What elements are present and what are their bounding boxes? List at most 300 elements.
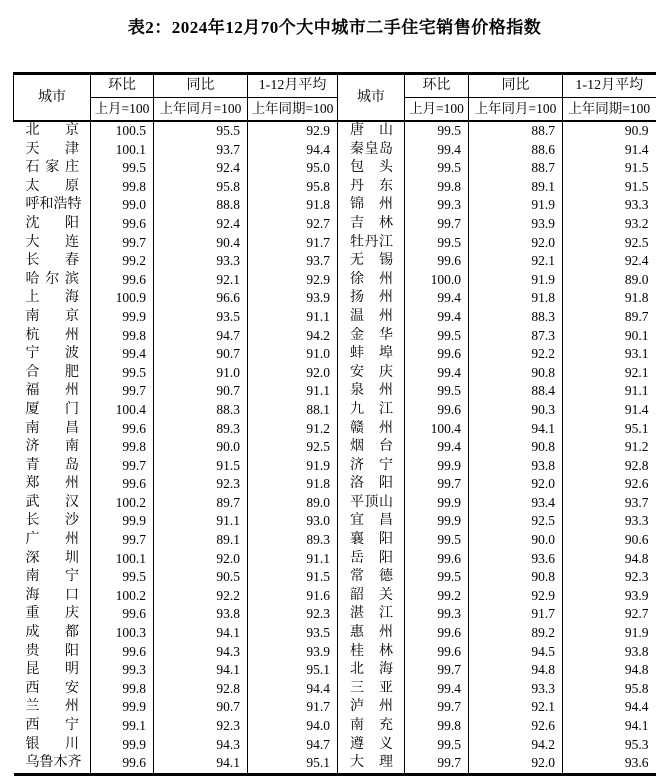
value-cell: 90.7 (154, 698, 248, 717)
value-cell: 99.5 (405, 234, 469, 253)
value-cell: 92.6 (563, 475, 656, 494)
value-cell: 92.2 (154, 587, 248, 606)
value-cell: 95.8 (248, 178, 338, 197)
value-cell: 99.9 (91, 736, 154, 755)
table-row (14, 736, 656, 755)
city-cell: 吉林 (338, 215, 405, 234)
value-cell: 95.8 (563, 680, 656, 699)
value-cell: 91.9 (248, 457, 338, 476)
table-row (14, 271, 656, 290)
city-cell: 哈尔滨 (25, 271, 79, 287)
value-cell: 99.6 (405, 345, 469, 364)
value-cell: 91.4 (563, 401, 656, 420)
table-row (14, 401, 656, 420)
value-cell: 90.6 (563, 531, 656, 550)
value-cell: 93.1 (563, 345, 656, 364)
table-row (14, 643, 656, 662)
value-cell: 99.7 (405, 475, 469, 494)
value-cell: 94.0 (248, 717, 338, 736)
value-cell: 89.0 (248, 494, 338, 513)
value-cell: 93.2 (563, 215, 656, 234)
value-cell: 99.3 (405, 605, 469, 624)
value-cell: 99.8 (91, 327, 154, 346)
city-cell: 南宁 (25, 569, 79, 585)
value-cell: 89.0 (563, 271, 656, 290)
value-cell: 100.2 (91, 587, 154, 606)
city-cell: 包头 (338, 159, 405, 178)
value-cell: 91.9 (563, 624, 656, 643)
value-cell: 99.9 (91, 698, 154, 717)
table-row (14, 159, 656, 178)
value-cell: 100.0 (405, 271, 469, 290)
city-cell: 石家庄 (25, 160, 79, 176)
table-row (14, 438, 656, 457)
city-cell: 赣州 (338, 420, 405, 439)
value-cell: 91.8 (248, 196, 338, 215)
table-row (14, 754, 656, 774)
value-cell: 99.5 (91, 364, 154, 383)
city-cell: 襄阳 (338, 531, 405, 550)
value-cell: 99.6 (405, 252, 469, 271)
value-cell: 90.8 (469, 568, 563, 587)
value-cell: 91.5 (154, 457, 248, 476)
value-cell: 99.7 (405, 215, 469, 234)
table-row (14, 531, 656, 550)
value-cell: 93.9 (248, 643, 338, 662)
city-cell: 武汉 (25, 494, 79, 510)
city-cell: 扬州 (338, 289, 405, 308)
city-cell: 昆明 (25, 662, 79, 678)
table-row (14, 364, 656, 383)
value-cell: 92.3 (154, 717, 248, 736)
city-cell: 金华 (338, 327, 405, 346)
city-cell: 北京 (25, 123, 79, 138)
table-row (14, 308, 656, 327)
value-cell: 90.3 (469, 401, 563, 420)
value-cell: 92.1 (469, 698, 563, 717)
value-cell: 99.6 (91, 605, 154, 624)
city-cell: 深圳 (25, 550, 79, 566)
city-cell: 成都 (25, 625, 79, 641)
value-cell: 94.7 (154, 327, 248, 346)
value-cell: 99.3 (405, 196, 469, 215)
value-cell: 91.1 (154, 512, 248, 531)
value-cell: 95.3 (563, 736, 656, 755)
value-cell: 91.1 (563, 382, 656, 401)
value-cell: 91.4 (563, 141, 656, 160)
value-cell: 88.8 (154, 196, 248, 215)
value-cell: 99.8 (91, 178, 154, 197)
value-cell: 99.7 (91, 234, 154, 253)
value-cell: 94.3 (154, 736, 248, 755)
value-cell: 93.8 (563, 643, 656, 662)
header-yoy-base-left: 上年同月=100 (154, 98, 248, 122)
city-cell: 长春 (25, 253, 79, 269)
value-cell: 94.4 (248, 141, 338, 160)
city-cell: 宁波 (25, 346, 79, 362)
value-cell: 99.7 (405, 698, 469, 717)
value-cell: 93.7 (563, 494, 656, 513)
table-row (14, 252, 656, 271)
city-cell: 济南 (25, 439, 79, 455)
header-mom-right: 环比 (405, 74, 469, 98)
city-cell: 安庆 (338, 364, 405, 383)
city-cell: 沈阳 (25, 215, 79, 231)
city-cell: 烟台 (338, 438, 405, 457)
city-cell: 郑州 (25, 476, 79, 492)
table-row (14, 196, 656, 215)
table-row (14, 680, 656, 699)
city-cell: 青岛 (25, 457, 79, 473)
city-cell: 徐州 (338, 271, 405, 290)
value-cell: 94.3 (154, 643, 248, 662)
city-cell: 西安 (25, 680, 79, 696)
value-cell: 91.8 (469, 289, 563, 308)
value-cell: 92.3 (248, 605, 338, 624)
value-cell: 91.7 (469, 605, 563, 624)
city-cell: 大理 (338, 754, 405, 774)
city-cell: 南昌 (25, 420, 79, 436)
value-cell: 93.3 (469, 680, 563, 699)
value-cell: 99.4 (405, 438, 469, 457)
city-cell: 湛江 (338, 605, 405, 624)
value-cell: 99.5 (405, 159, 469, 178)
value-cell: 90.0 (154, 438, 248, 457)
value-cell: 99.5 (405, 736, 469, 755)
city-cell: 福州 (25, 383, 79, 399)
value-cell: 91.7 (248, 698, 338, 717)
value-cell: 91.1 (248, 550, 338, 569)
header-yoy-base-right: 上年同月=100 (469, 98, 563, 122)
table-row (14, 345, 656, 364)
value-cell: 94.8 (563, 661, 656, 680)
value-cell: 99.6 (91, 420, 154, 439)
value-cell: 94.2 (469, 736, 563, 755)
table-row (14, 289, 656, 308)
value-cell: 88.3 (154, 401, 248, 420)
city-cell: 温州 (338, 308, 405, 327)
table-title: 表2：2024年12月70个大中城市二手住宅销售价格指数 (127, 18, 542, 37)
value-cell: 88.1 (248, 401, 338, 420)
value-cell: 94.1 (469, 420, 563, 439)
header-yoy-left: 同比 (154, 74, 248, 98)
value-cell: 93.3 (563, 196, 656, 215)
city-cell: 合肥 (25, 364, 79, 380)
table-row (14, 587, 656, 606)
value-cell: 90.5 (154, 568, 248, 587)
value-cell: 91.8 (248, 475, 338, 494)
value-cell: 92.5 (469, 512, 563, 531)
city-cell: 西宁 (25, 718, 79, 733)
value-cell: 93.3 (154, 252, 248, 271)
table-row (14, 178, 656, 197)
city-cell: 长沙 (25, 513, 79, 529)
value-cell: 91.5 (563, 159, 656, 178)
value-cell: 91.5 (248, 568, 338, 587)
value-cell: 94.4 (248, 680, 338, 699)
value-cell: 99.8 (405, 178, 469, 197)
value-cell: 91.2 (248, 420, 338, 439)
city-cell: 平顶山 (338, 494, 405, 513)
header-avg-base-right: 上年同期=100 (563, 98, 656, 122)
value-cell: 92.7 (563, 605, 656, 624)
value-cell: 91.1 (248, 382, 338, 401)
table-row (14, 457, 656, 476)
value-cell: 100.4 (91, 401, 154, 420)
value-cell: 99.4 (405, 680, 469, 699)
value-cell: 90.0 (469, 531, 563, 550)
city-cell: 无锡 (338, 252, 405, 271)
value-cell: 92.8 (563, 457, 656, 476)
value-cell: 99.7 (405, 754, 469, 774)
value-cell: 92.0 (469, 475, 563, 494)
value-cell: 99.4 (91, 345, 154, 364)
city-cell: 锦州 (338, 196, 405, 215)
header-yoy-right: 同比 (469, 74, 563, 98)
table-row (14, 141, 656, 160)
value-cell: 99.5 (405, 327, 469, 346)
value-cell: 99.1 (91, 717, 154, 736)
city-cell: 南充 (338, 717, 405, 736)
value-cell: 99.6 (91, 754, 154, 774)
value-cell: 91.0 (154, 364, 248, 383)
table-row (14, 512, 656, 531)
value-cell: 90.1 (563, 327, 656, 346)
city-cell: 桂林 (338, 643, 405, 662)
value-cell: 93.9 (248, 289, 338, 308)
value-cell: 95.8 (154, 178, 248, 197)
value-cell: 99.4 (405, 364, 469, 383)
value-cell: 99.2 (91, 252, 154, 271)
city-cell: 乌鲁木齐 (25, 755, 82, 771)
value-cell: 88.3 (469, 308, 563, 327)
value-cell: 93.9 (563, 587, 656, 606)
table-row (14, 475, 656, 494)
value-cell: 99.3 (91, 661, 154, 680)
city-cell: 九江 (338, 401, 405, 420)
value-cell: 99.5 (91, 159, 154, 178)
value-cell: 99.9 (405, 494, 469, 513)
value-cell: 88.6 (469, 141, 563, 160)
value-cell: 88.7 (469, 159, 563, 178)
city-cell: 呼和浩特 (25, 197, 82, 213)
value-cell: 100.4 (405, 420, 469, 439)
value-cell: 89.3 (154, 420, 248, 439)
value-cell: 99.6 (91, 475, 154, 494)
value-cell: 92.6 (469, 717, 563, 736)
value-cell: 99.4 (405, 141, 469, 160)
table-body (14, 121, 656, 774)
city-cell: 北海 (338, 661, 405, 680)
value-cell: 90.7 (154, 382, 248, 401)
table-row (14, 717, 656, 736)
value-cell: 92.7 (248, 215, 338, 234)
value-cell: 93.9 (469, 215, 563, 234)
table-row (14, 494, 656, 513)
value-cell: 99.6 (91, 215, 154, 234)
city-cell: 银川 (25, 736, 79, 752)
value-cell: 99.9 (405, 457, 469, 476)
value-cell: 99.5 (405, 531, 469, 550)
value-cell: 96.6 (154, 289, 248, 308)
value-cell: 90.4 (154, 234, 248, 253)
value-cell: 92.8 (154, 680, 248, 699)
value-cell: 91.0 (248, 345, 338, 364)
city-cell: 丹东 (338, 178, 405, 197)
header-avg-left: 1-12月平均 (248, 74, 338, 98)
value-cell: 92.4 (154, 215, 248, 234)
table-row (14, 234, 656, 253)
value-cell: 92.1 (563, 364, 656, 383)
value-cell: 99.6 (405, 401, 469, 420)
city-cell: 天津 (25, 141, 79, 157)
value-cell: 94.7 (248, 736, 338, 755)
value-cell: 99.6 (91, 643, 154, 662)
value-cell: 91.9 (469, 271, 563, 290)
table-row (14, 605, 656, 624)
city-cell: 太原 (25, 178, 79, 194)
table-row (14, 568, 656, 587)
value-cell: 89.1 (154, 531, 248, 550)
value-cell: 95.1 (563, 420, 656, 439)
value-cell: 89.3 (248, 531, 338, 550)
header-row-groups (14, 74, 656, 98)
value-cell: 93.8 (154, 605, 248, 624)
value-cell: 89.2 (469, 624, 563, 643)
city-cell: 兰州 (25, 699, 79, 715)
value-cell: 89.1 (469, 178, 563, 197)
value-cell: 100.1 (91, 550, 154, 569)
value-cell: 99.7 (91, 382, 154, 401)
value-cell: 99.7 (91, 457, 154, 476)
city-cell: 海口 (25, 587, 79, 603)
value-cell: 90.7 (154, 345, 248, 364)
value-cell: 92.1 (469, 252, 563, 271)
value-cell: 99.6 (405, 624, 469, 643)
value-cell: 92.5 (563, 234, 656, 253)
table-row (14, 698, 656, 717)
value-cell: 90.8 (469, 438, 563, 457)
value-cell: 92.4 (563, 252, 656, 271)
table-row (14, 215, 656, 234)
city-cell: 唐山 (338, 121, 405, 141)
table-header (14, 74, 656, 122)
value-cell: 93.5 (248, 624, 338, 643)
header-mom-left: 环比 (91, 74, 154, 98)
city-cell: 重庆 (25, 606, 79, 622)
value-cell: 92.0 (469, 234, 563, 253)
value-cell: 94.1 (154, 624, 248, 643)
header-city-left: 城市 (14, 74, 91, 122)
value-cell: 100.5 (91, 121, 154, 141)
value-cell: 91.2 (563, 438, 656, 457)
value-cell: 99.8 (91, 438, 154, 457)
value-cell: 99.7 (91, 531, 154, 550)
value-cell: 94.8 (563, 550, 656, 569)
table-row (14, 624, 656, 643)
value-cell: 91.9 (469, 196, 563, 215)
value-cell: 93.6 (563, 754, 656, 774)
value-cell: 87.3 (469, 327, 563, 346)
value-cell: 93.4 (469, 494, 563, 513)
value-cell: 94.4 (563, 698, 656, 717)
value-cell: 99.9 (91, 308, 154, 327)
header-mom-base-right: 上月=100 (405, 98, 469, 122)
value-cell: 89.7 (154, 494, 248, 513)
value-cell: 93.5 (154, 308, 248, 327)
value-cell: 92.2 (469, 345, 563, 364)
value-cell: 92.1 (154, 271, 248, 290)
value-cell: 99.8 (405, 717, 469, 736)
value-cell: 90.8 (469, 364, 563, 383)
value-cell: 93.6 (469, 550, 563, 569)
value-cell: 99.9 (405, 512, 469, 531)
value-cell: 92.0 (469, 754, 563, 774)
city-cell: 广州 (25, 532, 79, 548)
value-cell: 90.9 (563, 121, 656, 141)
city-cell: 泸州 (338, 698, 405, 717)
value-cell: 100.2 (91, 494, 154, 513)
value-cell: 94.2 (248, 327, 338, 346)
value-cell: 92.0 (248, 364, 338, 383)
table-row (14, 661, 656, 680)
table-row (14, 121, 656, 141)
value-cell: 99.9 (91, 512, 154, 531)
value-cell: 100.3 (91, 624, 154, 643)
header-mom-base-left: 上月=100 (91, 98, 154, 122)
value-cell: 94.1 (154, 754, 248, 774)
value-cell: 93.8 (469, 457, 563, 476)
value-cell: 100.9 (91, 289, 154, 308)
value-cell: 92.0 (154, 550, 248, 569)
value-cell: 92.9 (469, 587, 563, 606)
value-cell: 94.5 (469, 643, 563, 662)
value-cell: 93.7 (154, 141, 248, 160)
value-cell: 91.5 (563, 178, 656, 197)
value-cell: 93.0 (248, 512, 338, 531)
city-cell: 贵阳 (25, 643, 79, 659)
value-cell: 89.7 (563, 308, 656, 327)
value-cell: 92.3 (154, 475, 248, 494)
value-cell: 92.9 (248, 271, 338, 290)
value-cell: 99.5 (405, 121, 469, 141)
value-cell: 94.8 (469, 661, 563, 680)
value-cell: 92.3 (563, 568, 656, 587)
value-cell: 99.6 (405, 643, 469, 662)
city-cell: 宜昌 (338, 512, 405, 531)
table-row (14, 382, 656, 401)
value-cell: 92.9 (248, 121, 338, 141)
value-cell: 91.6 (248, 587, 338, 606)
value-cell: 99.6 (405, 550, 469, 569)
city-cell: 上海 (25, 290, 79, 306)
city-cell: 大连 (25, 234, 79, 250)
value-cell: 99.4 (405, 289, 469, 308)
city-cell: 韶关 (338, 587, 405, 606)
city-cell: 常德 (338, 568, 405, 587)
city-cell: 遵义 (338, 736, 405, 755)
header-row-bases (14, 98, 656, 122)
table-row (14, 327, 656, 346)
value-cell: 99.6 (91, 271, 154, 290)
city-cell: 泉州 (338, 382, 405, 401)
value-cell: 99.0 (91, 196, 154, 215)
value-cell: 93.3 (563, 512, 656, 531)
value-cell: 91.1 (248, 308, 338, 327)
city-cell: 厦门 (25, 401, 79, 417)
table-row (14, 550, 656, 569)
city-cell: 杭州 (25, 327, 79, 343)
